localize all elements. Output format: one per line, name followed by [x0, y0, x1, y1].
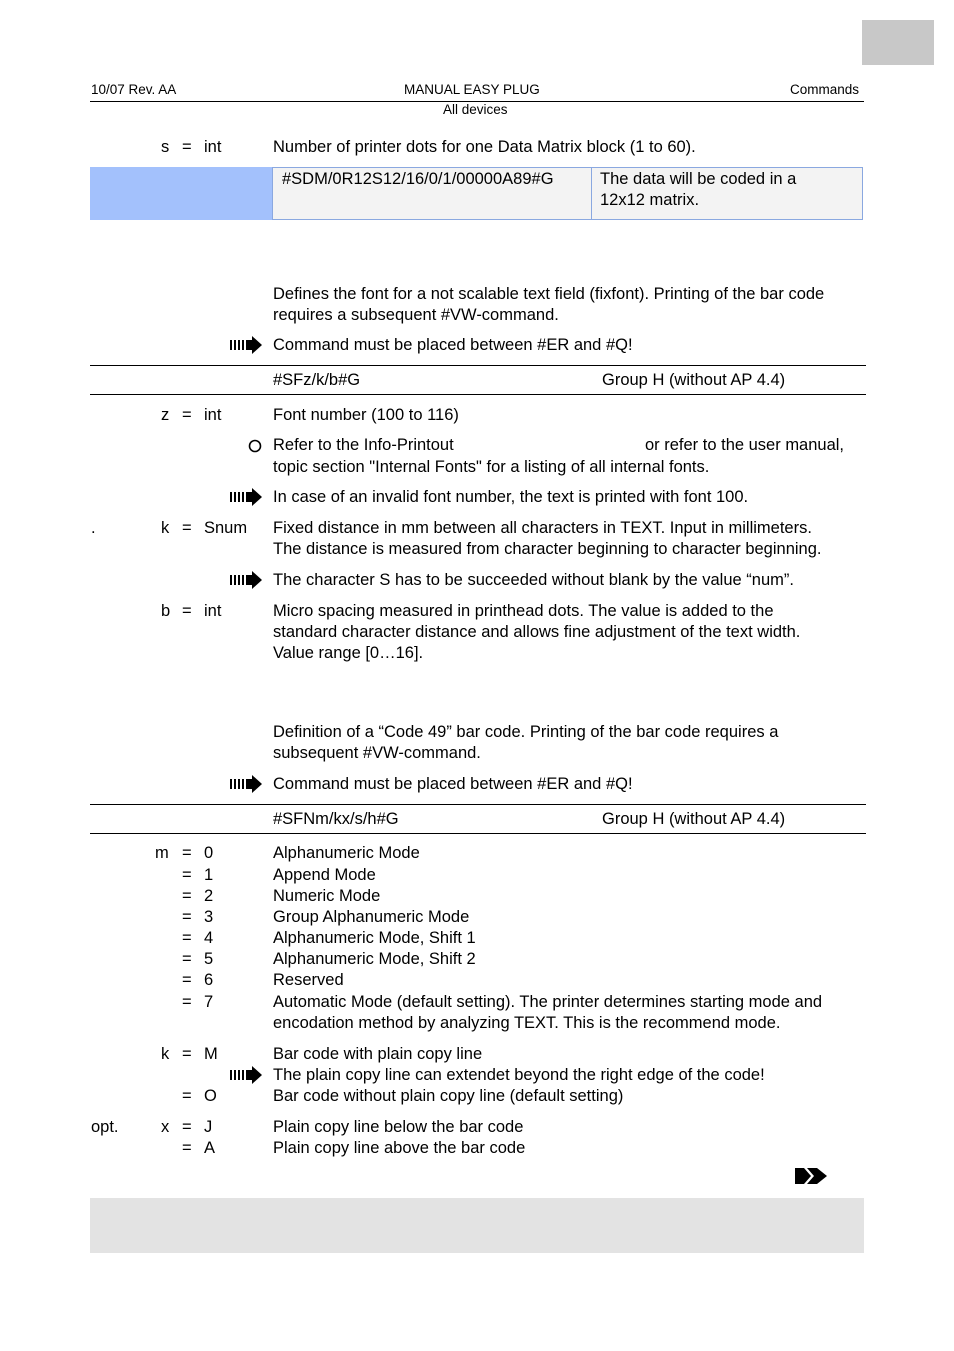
sf-syntax-bottom-rule [90, 394, 866, 395]
param-x-optional: opt. [91, 1118, 119, 1136]
mode-description: Automatic Mode (default setting). The printer determines starting mode and [273, 993, 823, 1011]
param-m-name: m [155, 844, 169, 862]
param-k-note: The plain copy line can extendet beyond the right edge of the code! [273, 1066, 765, 1084]
sf-note: Command must be placed between #ER and #Q! [273, 336, 633, 354]
mode-value: 6 [204, 971, 214, 989]
mode-value: 2 [204, 887, 214, 905]
param-x-description-j: Plain copy line below the bar code [273, 1118, 524, 1136]
mode-equals: = [182, 844, 192, 862]
param-k-marker: . [91, 519, 96, 537]
note-arrow-icon [230, 571, 262, 589]
param-x-description-a: Plain copy line above the bar code [273, 1139, 526, 1157]
param-k-type: Snum [204, 519, 248, 537]
param-s-name: s [161, 138, 170, 156]
param-z-note: In case of an invalid font number, the text is printed with font 100. [273, 488, 749, 506]
mode-equals: = [182, 950, 192, 968]
param-k-note: The character S has to be succeeded without blank by the value “num”. [273, 571, 794, 589]
sfn-syntax-top-rule [90, 804, 866, 805]
param-k-description-2: The distance is measured from character beginning to character beginning. [273, 540, 822, 558]
sfn-syntax: #SFNm/kx/s/h#G [273, 810, 399, 828]
mode-equals: = [182, 887, 192, 905]
mode-description: Reserved [273, 971, 344, 989]
mode-description: Alphanumeric Mode, Shift 2 [273, 950, 476, 968]
reference-line-1b: or refer to the user manual, [645, 436, 845, 454]
continue-arrow-icon [795, 1166, 829, 1186]
header-revision: 10/07 Rev. AA [91, 82, 177, 97]
mode-description: Append Mode [273, 866, 376, 884]
param-b-equals: = [182, 602, 192, 620]
param-k-description-1: Fixed distance in mm between all characters in TEXT. Input in millimeters. [273, 519, 812, 537]
mode-description: Numeric Mode [273, 887, 381, 905]
param-b-type: int [204, 602, 222, 620]
example-description-line-1: The data will be coded in a [600, 170, 797, 188]
mode-equals: = [182, 908, 192, 926]
mode-value: 0 [204, 844, 214, 862]
sf-syntax-top-rule [90, 365, 866, 366]
param-x-name: x [161, 1118, 170, 1136]
param-k-description-m: Bar code with plain copy line [273, 1045, 483, 1063]
mode-value: 5 [204, 950, 214, 968]
sf-intro-line-2: requires a subsequent #VW-command. [273, 306, 559, 324]
param-k-equals: = [182, 1045, 192, 1063]
param-k-value-m: M [204, 1045, 218, 1063]
note-arrow-icon [230, 336, 262, 354]
page-footer-band [90, 1198, 864, 1253]
example-divider [591, 167, 592, 220]
note-arrow-icon [230, 775, 262, 793]
reference-line-1a: Refer to the Info-Printout [273, 436, 454, 454]
param-k-value-o: O [204, 1087, 217, 1105]
reference-line-2: topic section "Internal Fonts" for a listing of all internal fonts. [273, 458, 710, 476]
page-corner-tab [862, 20, 934, 65]
sfn-intro-line-2: subsequent #VW-command. [273, 744, 481, 762]
mode-description: Alphanumeric Mode [273, 844, 420, 862]
mode-value: 4 [204, 929, 214, 947]
sfn-syntax-bottom-rule [90, 833, 866, 834]
note-arrow-icon [230, 488, 262, 506]
param-b-description-2: standard character distance and allows fine adjustment of the text width. [273, 623, 801, 641]
param-x-equals: = [182, 1139, 192, 1157]
param-z-type: int [204, 406, 222, 424]
mode-description: Group Alphanumeric Mode [273, 908, 470, 926]
param-s-description: Number of printer dots for one Data Matrix block (1 to 60). [273, 138, 696, 156]
example-label-cell [90, 167, 272, 220]
param-k-name: k [161, 519, 170, 537]
sf-intro-line-1: Defines the font for a not scalable text field (fixfont). Printing of the bar code [273, 285, 825, 303]
mode-equals: = [182, 866, 192, 884]
mode-value: 3 [204, 908, 214, 926]
mode-value: 1 [204, 866, 214, 884]
mode-equals: = [182, 929, 192, 947]
param-b-description-3: Value range [0…16]. [273, 644, 424, 662]
sfn-group: Group H (without AP 4.4) [602, 810, 786, 828]
param-x-equals: = [182, 1118, 192, 1136]
example-code: #SDM/0R12S12/16/0/1/00000A89#G [282, 170, 554, 188]
param-k-name: k [161, 1045, 170, 1063]
sfn-intro-line-1: Definition of a “Code 49” bar code. Printing of the bar code requires a [273, 723, 779, 741]
param-b-name: b [161, 602, 171, 620]
header-subtitle: All devices [443, 102, 508, 117]
param-k-equals: = [182, 1087, 192, 1105]
note-arrow-icon [230, 1066, 262, 1084]
param-b-description-1: Micro spacing measured in printhead dots. The value is added to the [273, 602, 774, 620]
param-z-description: Font number (100 to 116) [273, 406, 459, 424]
param-s-equals: = [182, 138, 192, 156]
param-x-value-a: A [204, 1139, 216, 1157]
sf-group: Group H (without AP 4.4) [602, 371, 786, 389]
example-description-line-2: 12x12 matrix. [600, 191, 700, 209]
mode-value: 7 [204, 993, 214, 1011]
mode-equals: = [182, 993, 192, 1011]
mode-description-continued: encodation method by analyzing TEXT. This is the recommend mode. [273, 1014, 781, 1032]
param-z-name: z [161, 406, 170, 424]
param-x-value-j: J [204, 1118, 213, 1136]
header-section: Commands [790, 82, 860, 97]
reference-circle-icon [247, 438, 263, 454]
sf-syntax: #SFz/k/b#G [273, 371, 361, 389]
param-k-description-o: Bar code without plain copy line (default setting) [273, 1087, 624, 1105]
param-k-equals: = [182, 519, 192, 537]
sfn-note: Command must be placed between #ER and #Q! [273, 775, 633, 793]
param-s-type: int [204, 138, 222, 156]
mode-equals: = [182, 971, 192, 989]
header-title: MANUAL EASY PLUG [404, 82, 540, 97]
mode-description: Alphanumeric Mode, Shift 1 [273, 929, 476, 947]
param-z-equals: = [182, 406, 192, 424]
